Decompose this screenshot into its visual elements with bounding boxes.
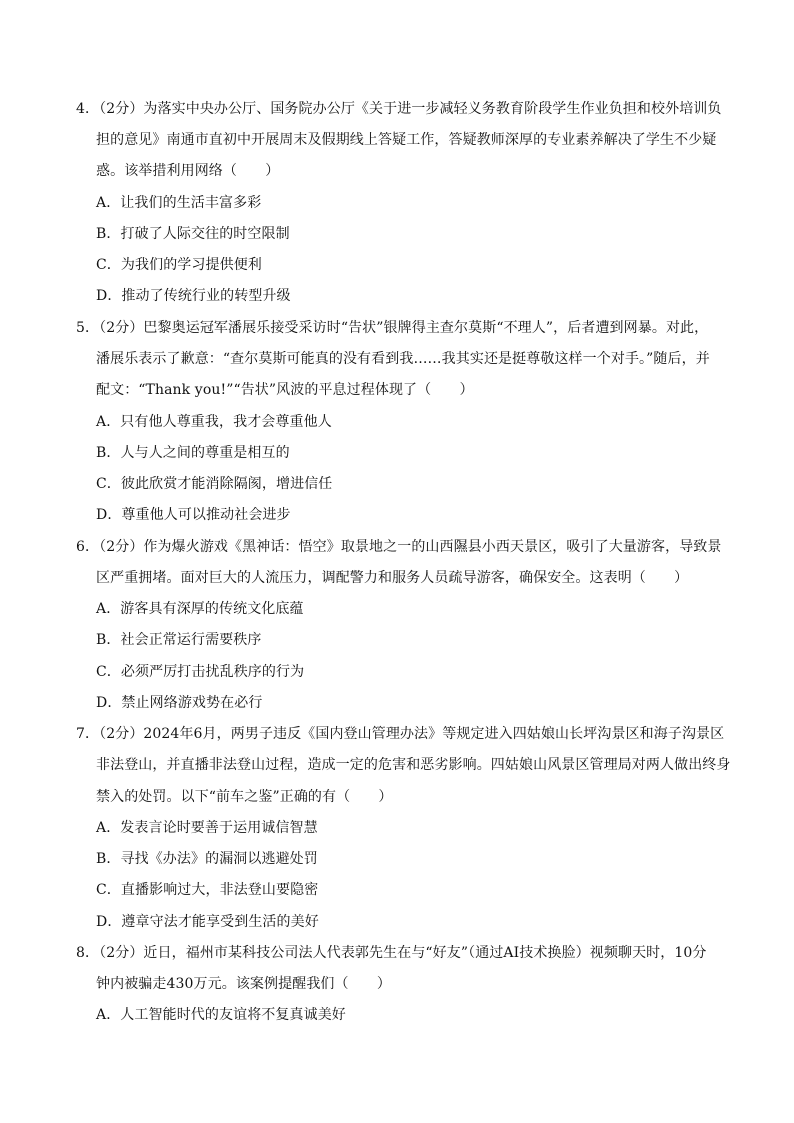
question-4-line-1: 4．（2分）为落实中央办公厅、国务院办公厅《关于进一步减轻义务教育阶段学生作业负担和校外培训负 (76, 101, 722, 117)
question-6-option-b: B．社会正常运行需要秩序 (96, 632, 262, 648)
question-6-option-c: C．必须严厉打击扰乱秩序的行为 (96, 664, 305, 680)
question-5-option-d: D．尊重他人可以推动社会进步 (96, 507, 291, 523)
question-6-line-1: 6．（2分）作为爆火游戏《黑神话：悟空》取景地之一的山西隰县小西天景区，吸引了大量游客，导致景 (76, 539, 722, 555)
question-7-option-c: C．直播影响过大，非法登山要隐密 (96, 882, 319, 898)
question-7-option-d: D．遵章守法才能享受到生活的美好 (96, 914, 319, 930)
question-7-line-2: 非法登山，并直播非法登山过程，造成一定的危害和恶劣影响。四姑娘山风景区管理局对两人做出终身 (96, 757, 731, 773)
question-5-line-1: 5．（2分）巴黎奥运冠军潘展乐接受采访时“告状”银牌得主查尔莫斯“不理人”，后者遭到网暴。对此， (76, 320, 709, 336)
question-4-option-b: B．打破了人际交往的时空限制 (96, 226, 290, 242)
question-7-option-b: B．寻找《办法》的漏洞以逃避处罚 (96, 851, 318, 867)
question-8-line-1: 8．（2分）近日，福州市某科技公司法人代表郭先生在与“好友”（通过AI技术换脸）视频聊天时，10分 (76, 945, 707, 961)
question-6-option-a: A．游客具有深厚的传统文化底蕴 (96, 601, 304, 617)
question-7-line-3: 禁入的处罚。以下“前车之鉴”正确的有（ ） (96, 789, 393, 805)
question-7-line-1: 7．（2分）2024年6月，两男子违反《国内登山管理办法》等规定进入四姑娘山长坪沟景区和海子沟景区 (76, 726, 725, 742)
question-7-option-a: A．发表言论时要善于运用诚信智慧 (96, 820, 318, 836)
question-4-option-d: D．推动了传统行业的转型升级 (96, 288, 291, 304)
question-4-option-a: A．让我们的生活丰富多彩 (96, 195, 262, 211)
question-4-option-c: C．为我们的学习提供便利 (96, 257, 262, 273)
question-8-line-2: 钟内被骗走430万元。该案例提醒我们（ ） (96, 976, 391, 992)
question-5-option-b: B．人与人之间的尊重是相互的 (96, 445, 290, 461)
question-5-line-3: 配文：“Thank you!”“告状”风波的平息过程体现了（ ） (96, 382, 474, 398)
question-5-option-a: A．只有他人尊重我，我才会尊重他人 (96, 414, 332, 430)
question-6-option-d: D．禁止网络游戏势在必行 (96, 695, 263, 711)
question-4-line-3: 惑。该举措利用网络（ ） (96, 163, 280, 179)
question-4-line-2: 担的意见》南通市直初中开展周末及假期线上答疑工作，答疑教师深厚的专业素养解决了学生不少疑 (96, 132, 717, 148)
question-8-option-a: A．人工智能时代的友谊将不复真诚美好 (96, 1007, 346, 1023)
question-5-line-2: 潘展乐表示了歉意：“查尔莫斯可能真的没有看到我……我其实还是挺尊敬这样一个对手。”随后，并 (96, 351, 710, 367)
question-6-line-2: 区严重拥堵。面对巨大的人流压力，调配警力和服务人员疏导游客，确保安全。这表明（ ） (96, 570, 689, 586)
question-5-option-c: C．彼此欣赏才能消除隔阂，增进信任 (96, 476, 333, 492)
